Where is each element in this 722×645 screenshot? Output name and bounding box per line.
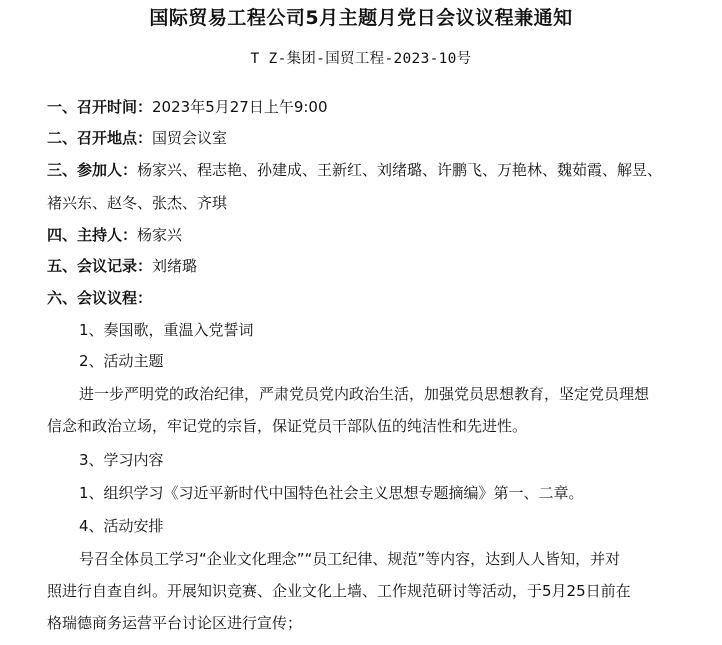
recorder-label: 五、会议记录： <box>47 257 153 275</box>
agenda-item-4-text-line3: 格瑞德商务运营平台讨论区进行宣传； <box>47 614 303 632</box>
agenda-item-1: 1、奏国歌，重温入党誓词 <box>79 321 254 339</box>
host-value: 杨家兴 <box>137 226 183 244</box>
agenda-item-3: 3、学习内容 <box>79 451 164 469</box>
agenda-item-2-text-line2: 信念和政治立场，牢记党的宗旨，保证党员干部队伍的纯洁性和先进性。 <box>47 417 528 435</box>
host-line <box>47 225 182 245</box>
attendees-line <box>47 160 662 180</box>
agenda-item-4: 4、活动安排 <box>79 517 164 535</box>
document-title: 国际贸易工程公司5月主题月党日会议议程兼通知 <box>149 7 573 29</box>
agenda-item-4-text-line2: 照进行自查自纠。开展知识竞赛、企业文化上墙、工作规范研讨等活动，于5月25日前在 <box>47 582 631 600</box>
recorder-value: 刘绪璐 <box>152 257 198 275</box>
attendees-label: 三、参加人： <box>47 161 138 179</box>
meeting-time-label: 一、召开时间： <box>47 98 153 116</box>
attendees-value-line1: 杨家兴、程志艳、孙建成、王新红、刘绪璐、许鹏飞、万艳林、魏茹霞、解昱、 <box>137 161 663 179</box>
agenda-item-2-text-line1: 进一步严明党的政治纪律，严肃党员党内政治生活，加强党员思想教育，坚定党员理想 <box>79 385 650 403</box>
document-number: T Z-集团-国贸工程-2023-10号 <box>250 51 472 67</box>
agenda-item-2: 2、活动主题 <box>79 352 164 370</box>
meeting-time-value: 2023年5月27日上午9:00 <box>152 98 328 116</box>
agenda-item-3-text: 1、组织学习《习近平新时代中国特色社会主义思想专题摘编》第一、二章。 <box>79 484 584 502</box>
meeting-place-value: 国贸会议室 <box>152 129 228 147</box>
meeting-time-line <box>47 97 328 117</box>
meeting-place-label: 二、召开地点： <box>47 129 153 147</box>
host-label: 四、主持人： <box>47 226 138 244</box>
agenda-item-4-text-line1: 号召全体员工学习“企业文化理念”“员工纪律、规范”等内容，达到人人皆知，并对 <box>79 550 621 568</box>
attendees-continuation <box>47 193 227 213</box>
agenda-label: 六、会议议程： <box>47 289 153 307</box>
meeting-place-line <box>47 128 227 148</box>
recorder-line <box>47 256 197 276</box>
attendees-value-line2: 褚兴东、赵冬、张杰、齐琪 <box>47 194 228 212</box>
agenda-heading <box>47 288 152 308</box>
